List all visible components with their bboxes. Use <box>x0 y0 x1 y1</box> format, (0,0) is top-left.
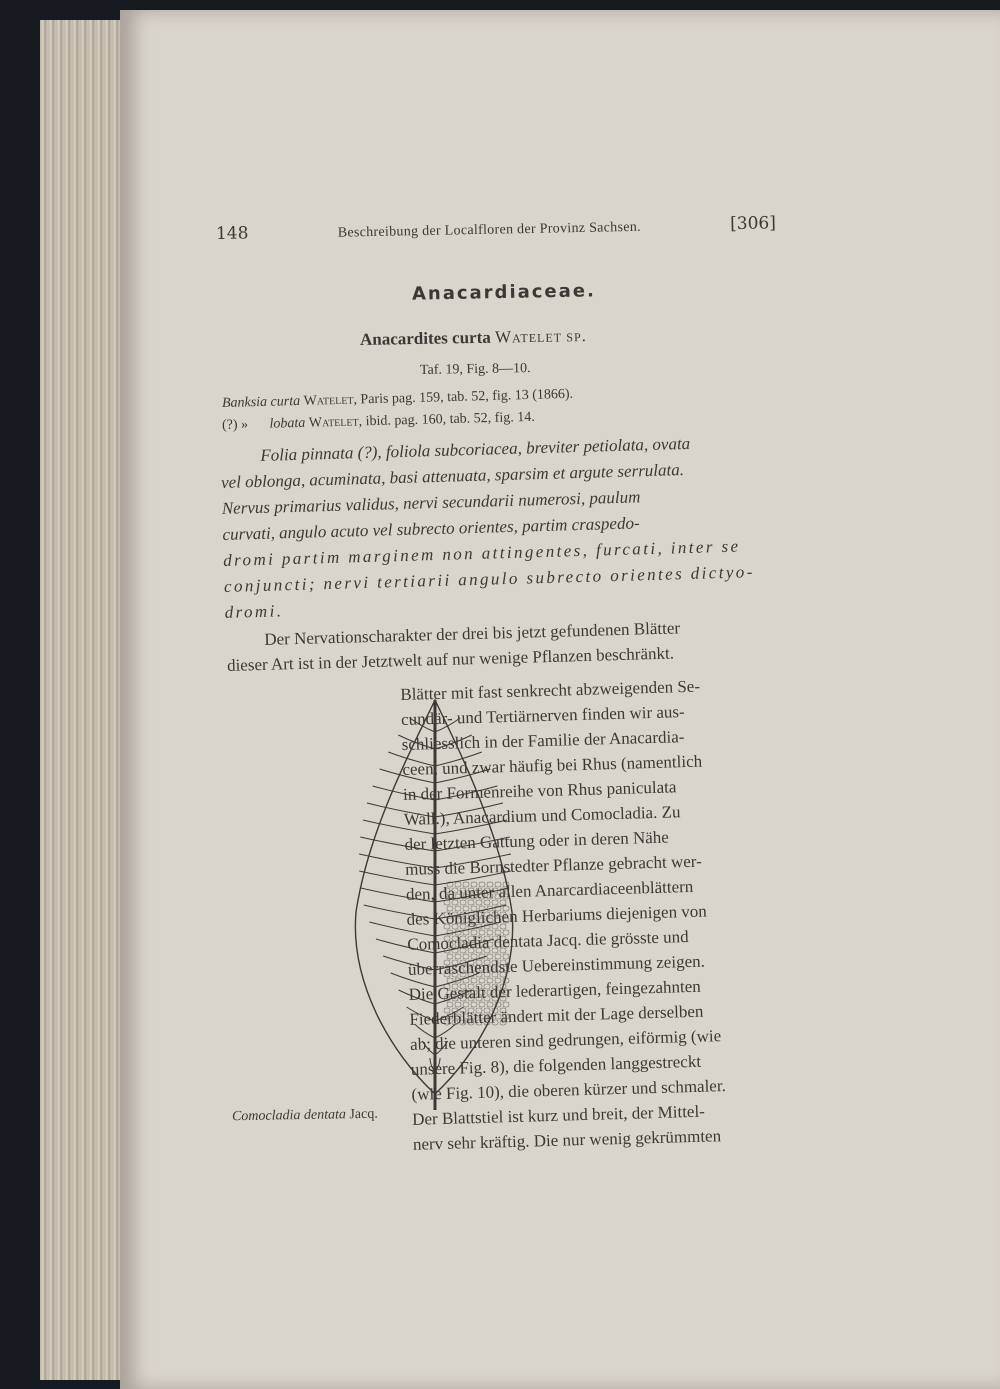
synonym-name: Banksia curta <box>221 393 301 411</box>
body-line: (wie Fig. 10), die oberen kürzer und schmaler. <box>411 1076 727 1104</box>
body-line: Blätter mit fast senkrecht abzweigenden Se- <box>400 676 701 704</box>
diagnosis-line: vel oblonga, acuminata, basi attenuata, sparsim et argute serrulata. <box>220 460 685 492</box>
body-line: ceen, und zwar häufig bei Rhus (namentlich <box>402 751 703 779</box>
body-line: Wall.), Anacardium und Comocladia. Zu <box>403 802 681 829</box>
body-line: den, da unter allen Anarcardiaceenblättern <box>405 876 694 904</box>
body-line: Der Nervationscharakter der drei bis jetzt gefundenen Blätter <box>264 618 681 649</box>
body-line: muss die Bornstedter Pflanze gebracht wer- <box>404 851 702 879</box>
body-line: cundär- und Tertiärnerven finden wir aus- <box>400 702 685 729</box>
synonym-name: lobata <box>269 415 306 432</box>
synonym-ref: , Paris pag. 159, tab. 52, fig. 13 (1866). <box>353 386 574 408</box>
body-line: der letzten Gattung oder in deren Nähe <box>404 827 670 854</box>
body-line: dieser Art ist in der Jetztwelt auf nur wenige Pflanzen beschränkt. <box>226 643 675 675</box>
diagnosis-line: curvati, angulo acuto vel subrecto orientes, partim craspedo- <box>222 513 640 544</box>
plate-reference: Taf. 19, Fig. 8—10. <box>419 361 531 378</box>
caption-author: Jacq. <box>349 1106 378 1123</box>
leaf-illustration <box>350 692 520 1112</box>
bracket-page-number: [306] <box>729 213 777 235</box>
body-line: des Königlichen Herbariums diejenigen von <box>406 901 708 929</box>
synonym-line: (?) » lobata Watelet, ibid. pag. 160, tab. 52, fig. 14. <box>221 409 535 433</box>
species-author: Watelet <box>494 326 563 347</box>
diagnosis-line: dromi partim marginem non attingentes, furcati, inter se <box>222 536 741 570</box>
leaf-drawing <box>350 692 520 1112</box>
family-heading: Anacardiaceae. <box>411 280 597 305</box>
body-line: Der Blattstiel ist kurz und breit, der Mittel- <box>411 1101 706 1129</box>
latin-diagnosis <box>220 425 905 626</box>
body-line: unsere Fig. 8), die folgenden langgestreckt <box>410 1051 702 1079</box>
species-suffix: sp. <box>566 326 588 346</box>
diagnosis-line: Folia pinnata (?), foliola subcoriacea, breviter petiolata, ovata <box>260 433 691 465</box>
running-title: Beschreibung der Localfloren der Provinz Sachsen. <box>337 219 642 241</box>
body-line: schliesslich in der Familie der Anacardia- <box>401 727 685 754</box>
diagnosis-line: Nervus primarius validus, nervi secundarii numerosi, paulum <box>221 487 641 518</box>
body-line: Die Gestalt der lederartigen, feingezahnten <box>408 976 702 1004</box>
body-line: Comocladia dentata Jacq. die grösste und <box>407 927 689 954</box>
page-number: 148 <box>215 223 249 244</box>
synonym-ref: , ibid. pag. 160, tab. 52, fig. 14. <box>358 409 535 430</box>
species-name: Anacardites curta <box>359 327 491 349</box>
body-line: Fiederblätter ändert mit der Lage derselben <box>409 1001 704 1029</box>
body-line: ab; die unteren sind gedrungen, eiförmig (wie <box>409 1026 722 1054</box>
synonym-author: Watelet <box>308 414 359 431</box>
body-line: in der Formenreihe von Rhus paniculata <box>402 777 677 804</box>
body-line: nerv sehr kräftig. Die nur wenig gekrümmten <box>412 1126 722 1154</box>
diagnosis-line: dromi. <box>224 601 284 622</box>
diagnosis-line: conjuncti; nervi tertiarii angulo subrecto orientes dictyo- <box>223 562 755 596</box>
species-heading <box>360 326 587 350</box>
caption-taxon: Comocladia dentata <box>231 1107 347 1125</box>
body-line: überraschendste Uebereinstimmung zeigen. <box>407 951 706 979</box>
figure-caption <box>232 1107 378 1126</box>
synonym-author: Watelet <box>303 392 354 409</box>
